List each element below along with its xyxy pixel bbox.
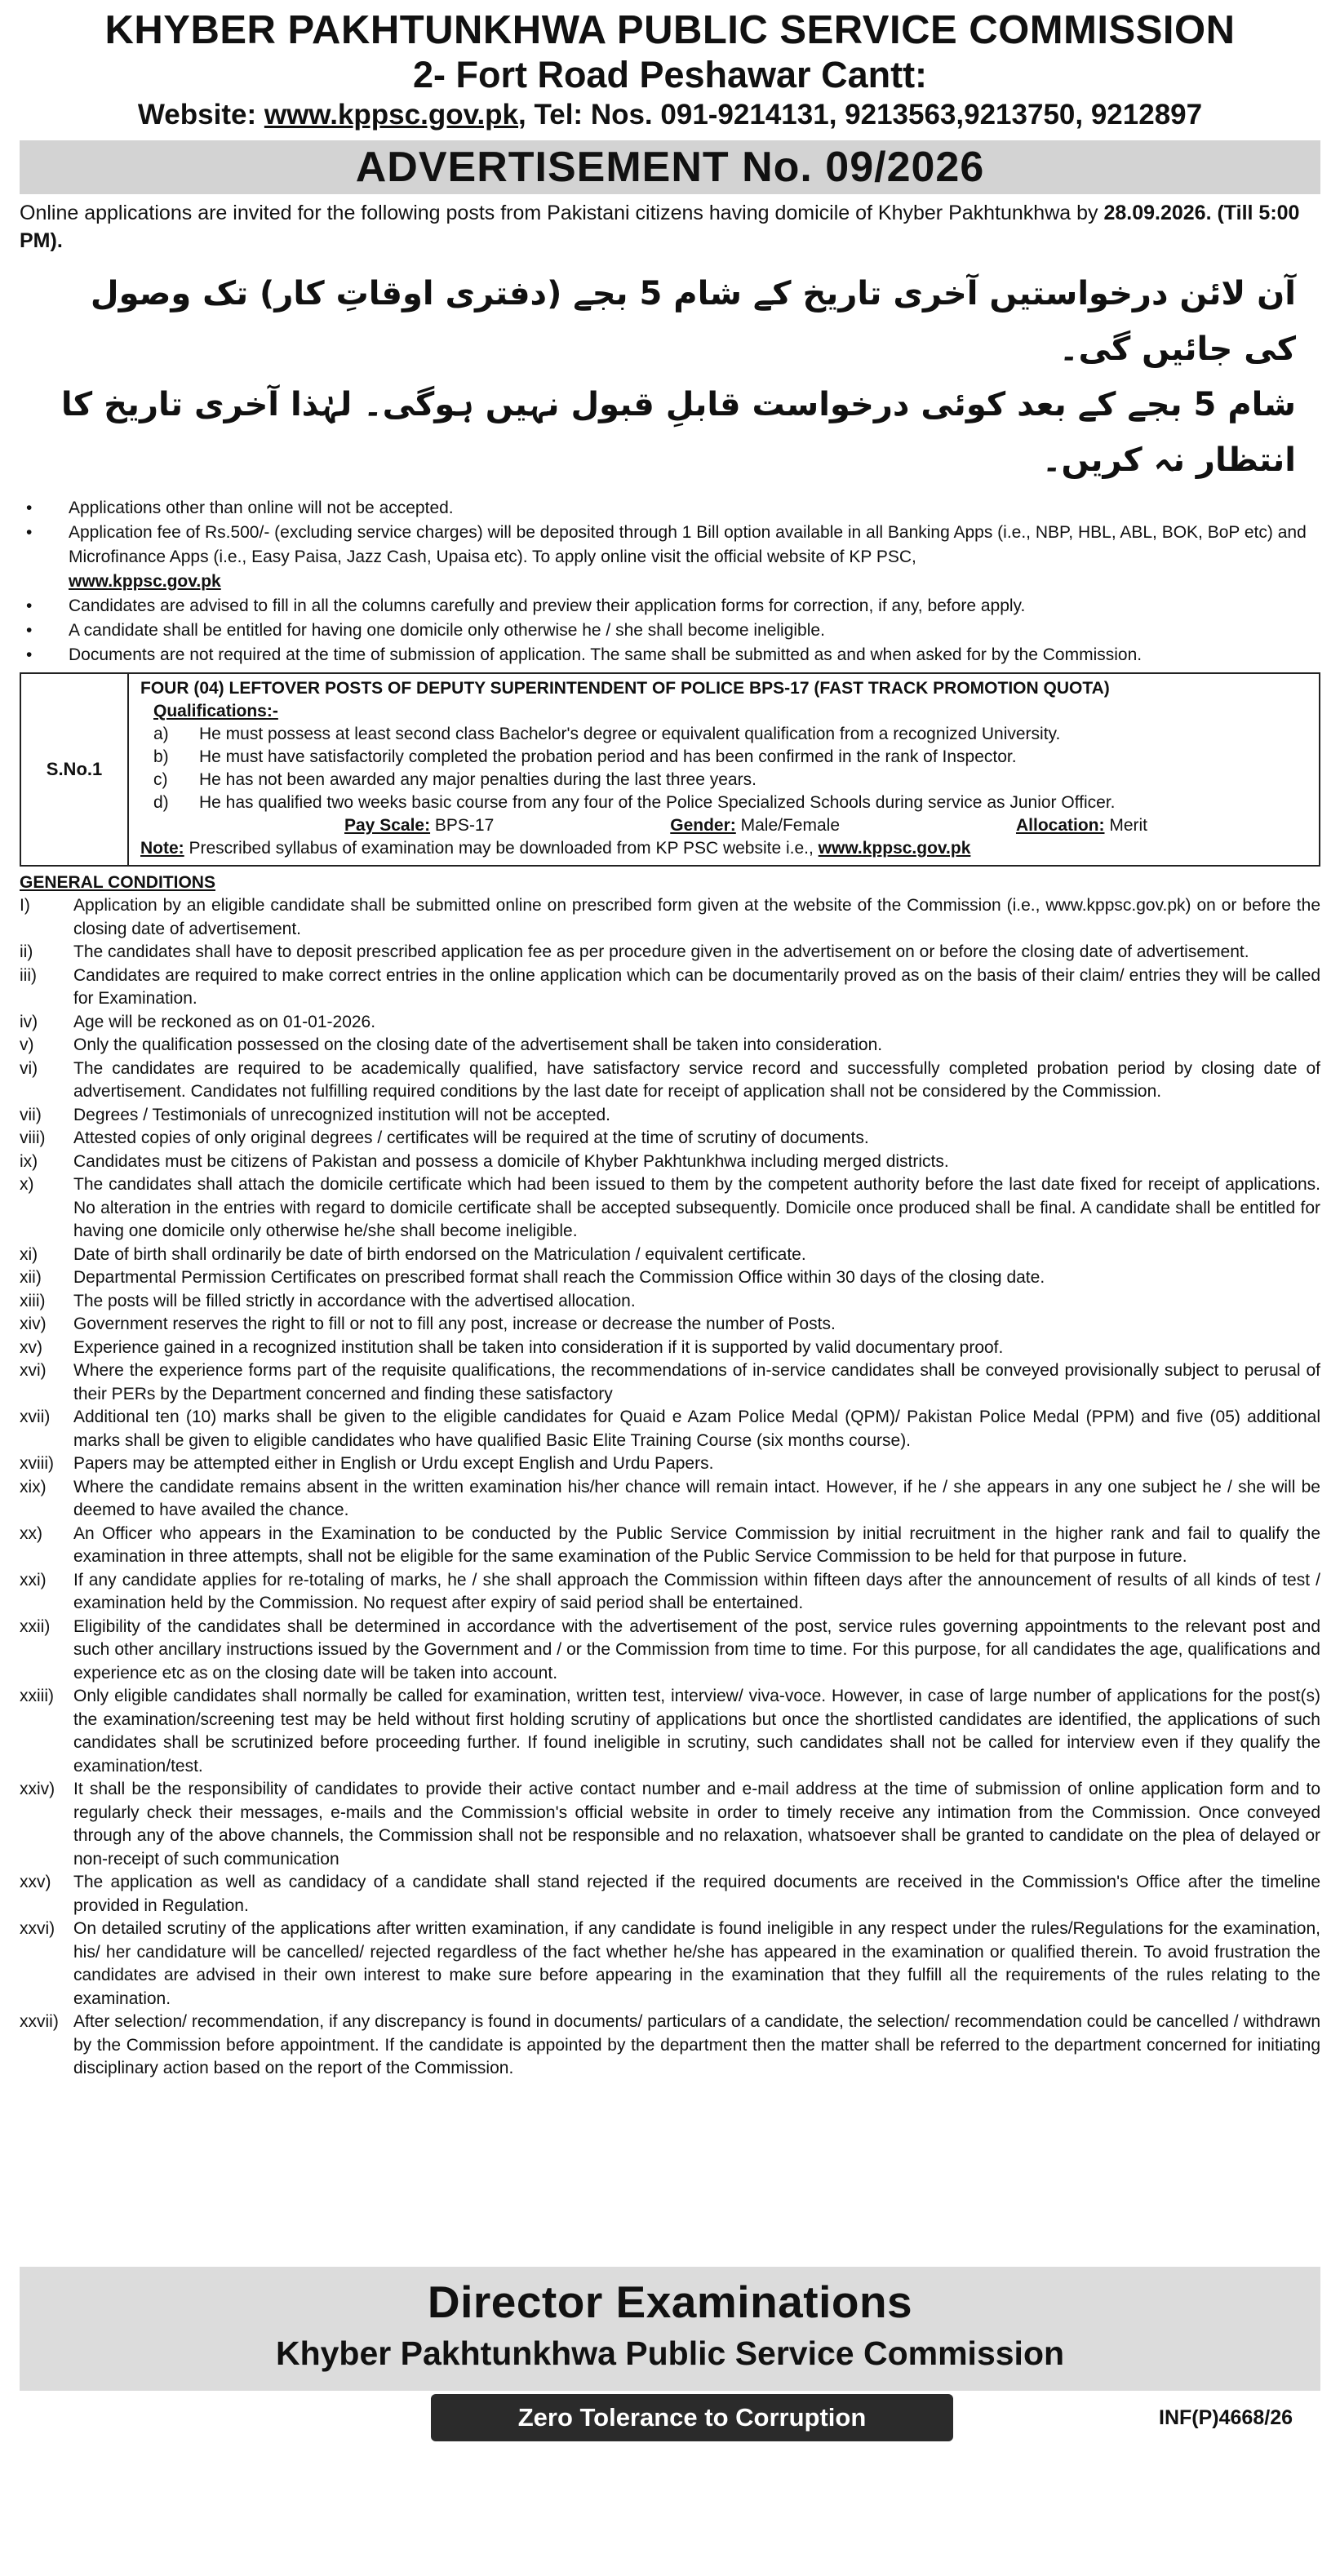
condition-text: Application by an eligible candidate shall be submitted online on prescribed form given at the website of the Commission (i.e., www.kppsc.gov.pk) on or before the closing date of advertisement. [73, 896, 1320, 938]
condition-text: The posts will be filled strictly in accordance with the advertised allocation. [73, 1291, 636, 1310]
inf-code: INF(P)4668/26 [1159, 2406, 1293, 2429]
condition-item [20, 1266, 1320, 1290]
condition-item [20, 1871, 1320, 1918]
condition-text: After selection/ recommendation, if any discrepancy is found in documents/ particulars of a candidate, the selection/ recommendation could be cancelled / withdrawn by the Commission before appointment. If the candidate is appointed by the department then the matter shall be referred to the department concerned for initiating disciplinary action based on the report of the Commission. [73, 2012, 1320, 2077]
condition-number: xix) [20, 1477, 47, 1496]
condition-number: xxv) [20, 1873, 51, 1891]
qualifications-heading: Qualifications:- [153, 702, 278, 720]
condition-item [20, 1685, 1320, 1778]
condition-number: v) [20, 1035, 34, 1054]
serial-number: S.No.1 [20, 673, 128, 866]
post-terms [140, 814, 1311, 837]
gender-value: Male/Female [740, 816, 841, 835]
condition-item [20, 894, 1320, 941]
condition-item [20, 1337, 1320, 1360]
note-label: Note: [140, 839, 184, 858]
condition-item [20, 1918, 1320, 2011]
condition-number: xii) [20, 1268, 42, 1287]
condition-text: Only the qualification possessed on the closing date of the advertisement shall be taken into consideration. [73, 1035, 883, 1054]
condition-item [20, 1313, 1320, 1337]
qualification-item [140, 723, 1311, 746]
condition-item [20, 2011, 1320, 2081]
post-details [128, 673, 1320, 866]
condition-text: Eligibility of the candidates shall be determined in accordance with the advertisement of the post, service rules governing appointments to the relevant post and such other ancillary instructions issued by the Government and / or the Commission from time to time. For this purpose, for all candidates the age, qualifications and experience etc as on the closing date will be taken into account. [73, 1616, 1320, 1683]
condition-text: Candidates must be citizens of Pakistan and possess a domicile of Khyber Pakhtunkhwa including merged districts. [73, 1151, 949, 1171]
qualification-text: He must possess at least second class Bachelor's degree or equivalent qualification from a recognized University. [199, 725, 1061, 743]
condition-item [20, 1104, 1320, 1128]
intro-paragraph [20, 199, 1320, 255]
website-label: Website: [137, 99, 264, 131]
director-title: Director Examinations [427, 2277, 913, 2327]
condition-item [20, 941, 1320, 964]
syllabus-note [140, 837, 1311, 860]
condition-number: xvi) [20, 1361, 47, 1380]
kppsc-website-link[interactable]: www.kppsc.gov.pk [69, 572, 221, 591]
condition-text: Where the experience forms part of the requisite qualifications, the recommendations of in-service candidates shall be conveyed provisionally subject to perusal of their PERs by the Department concerned and finding these satisfactory [73, 1361, 1320, 1403]
condition-text: Departmental Permission Certificates on prescribed format shall reach the Commission Office within 30 days of the closing date. [73, 1268, 1045, 1287]
condition-text: An Officer who appears in the Examination to be conducted by the Public Service Commission by initial recruitment in the higher rank and fail to qualify the examination in three attempts, shall not be eligible for the same examination of the Public Service Commission to be held for that purpose in future. [73, 1523, 1320, 1566]
condition-text: The application as well as candidacy of a candidate shall stand rejected if the required documents are received in the Commission's Office after the timeline provided in Regulation. [73, 1873, 1320, 1915]
allocation-value: Merit [1109, 816, 1147, 835]
condition-number: xxi) [20, 1570, 47, 1589]
advertisement-number: ADVERTISEMENT No. 09/2026 [20, 140, 1320, 194]
signature-block [20, 2267, 1320, 2391]
condition-text: Attested copies of only original degrees / certificates will be required at the time of scrutiny of documents. [73, 1128, 869, 1147]
condition-item [20, 1616, 1320, 1686]
condition-number: xvii) [20, 1408, 51, 1426]
condition-number: xxii) [20, 1616, 51, 1636]
condition-item [20, 1057, 1320, 1104]
closing-deadline: 28.09.2026. (Till 5:00 PM). [20, 202, 1300, 252]
qualification-text: He has qualified two weeks basic course from any four of the Police Specialized Schools during service as Junior Officer. [199, 793, 1116, 812]
telephone-numbers: , Tel: Nos. 091-9214131, 9213563,9213750, 9212897 [518, 99, 1203, 131]
post-table [20, 672, 1320, 867]
instruction-item: • A candidate shall be entitled for having one domicile only otherwise he / she shall become ineligible. [20, 619, 1320, 643]
condition-text: Age will be reckoned as on 01-01-2026. [73, 1012, 376, 1031]
condition-number: I) [20, 896, 30, 915]
condition-item [20, 964, 1320, 1011]
condition-number: xiv) [20, 1315, 47, 1333]
gender-label: Gender: [670, 816, 736, 835]
post-title: FOUR (04) LEFTOVER POSTS OF DEPUTY SUPERINTENDENT OF POLICE BPS-17 (FAST TRACK PROMOTION QUOTA) [140, 679, 1110, 698]
condition-number: x) [20, 1175, 34, 1194]
condition-text: Date of birth shall ordinarily be date of birth endorsed on the Matriculation / equivalent certificate. [73, 1244, 806, 1264]
contact-line [20, 96, 1320, 134]
condition-item [20, 1406, 1320, 1452]
qualification-item [140, 769, 1311, 791]
condition-number: vii) [20, 1105, 42, 1124]
condition-number: vi) [20, 1058, 38, 1078]
instruction-item: • Documents are not required at the time of submission of application. The same shall be submitted as and when asked for by the Commission. [20, 643, 1320, 667]
condition-text: Only eligible candidates shall normally be called for examination, written test, interview/ viva-voce. However, in case of large number of applications for the post(s) the examination/screening test may be held without first holding scrutiny of applications but once the shortlisted candidates are identified, the applications of such candidates shall be scrutinized before proceeding further. If found ineligible in scrutiny, such candidates shall not be called for interview even if they qualify the examination/test. [73, 1687, 1320, 1776]
condition-number: xi) [20, 1244, 38, 1264]
condition-number: xxiv) [20, 1780, 55, 1798]
condition-item [20, 1173, 1320, 1244]
condition-item [20, 1569, 1320, 1616]
condition-text: Where the candidate remains absent in the written examination his/her chance will remain intact. However, if he / she appears in any one subject he / she will be deemed to have availed the chance. [73, 1477, 1320, 1519]
instruction-item: • Applications other than online will not be accepted. [20, 496, 1320, 521]
urdu-line-2: شام 5 بجے کے بعد کوئی درخواست قابلِ قبول نہیں ہوگی۔ لہٰذا آخری تاریخ کا انتظار نہ کریں۔ [60, 386, 1296, 479]
condition-number: xviii) [20, 1454, 54, 1473]
condition-number: xxvii) [20, 2012, 59, 2031]
condition-text: On detailed scrutiny of the applications after written examination, if any candidate is found ineligible in any respect under the rules/Regulations for the examination, his/ her candidature will be cancelled/ rejected regardless of the fact whether he/she has appeared in the examination or qualified therein. To avoid frustration the candidates are advised in their own interest to make sure before appearing in the examination that they fulfill all the requirements of the rules relating to the examination. [73, 1919, 1320, 2008]
condition-text: Government reserves the right to fill or not to fill any post, increase or decrease the number of Posts. [73, 1315, 836, 1333]
condition-number: iv) [20, 1012, 38, 1031]
allocation-label: Allocation: [1015, 816, 1105, 835]
condition-number: xiii) [20, 1291, 46, 1310]
condition-number: ii) [20, 942, 33, 961]
qualification-label: b) [153, 747, 169, 766]
condition-text: Papers may be attempted either in English or Urdu except English and Urdu Papers. [73, 1454, 714, 1473]
condition-text: Candidates are required to make correct entries in the online application which can be documentarily proved as on the basis of their claim/ entries they will be called for Examination. [73, 965, 1320, 1008]
syllabus-link[interactable]: www.kppsc.gov.pk [818, 839, 971, 858]
pay-scale [344, 814, 494, 837]
instruction-list [20, 496, 1320, 667]
condition-text: Additional ten (10) marks shall be given to the eligible candidates for Quaid e Azam Police Medal (QPM)/ Pakistan Police Medal (PPM) and five (05) additional marks shall be given to eligible candidates who have qualified Basic Elite Training Course (six months course). [73, 1408, 1320, 1450]
pay-scale-label: Pay Scale: [344, 816, 431, 835]
condition-number: viii) [20, 1128, 46, 1147]
pay-scale-value: BPS-17 [434, 816, 495, 835]
condition-text: The candidates are required to be academically qualified, have satisfactory service record and successfully completed probation period by closing date of advertisement. Candidates not fulfilling required conditions by the last date for receipt of application shall not be considered by the Commission. [73, 1058, 1320, 1101]
condition-item [20, 1778, 1320, 1871]
condition-text: It shall be the responsibility of candidates to provide their active contact number and e-mail address at the time of submission of online application form and to regularly check their messages, e-mails and the Commission's official website in order to timely receive any intimation from the Commission. Once conveyed through any of the above channels, the Commission shall not be responsible and no relaxation, whatsoever shall be granted to candidate on the plea of delayed or non-receipt of such communication [73, 1780, 1320, 1869]
condition-item [20, 1244, 1320, 1267]
qualification-text: He has not been awarded any major penalties during the last three years. [199, 770, 757, 789]
condition-number: iii) [20, 965, 37, 985]
condition-item [20, 1523, 1320, 1569]
condition-item [20, 1034, 1320, 1057]
allocation [1016, 814, 1147, 837]
general-conditions-list [20, 894, 1320, 2081]
qualification-item [140, 791, 1311, 814]
condition-text: Experience gained in a recognized institution shall be taken into consideration if it is supported by valid documentary proof. [73, 1337, 1004, 1357]
condition-number: xxiii) [20, 1687, 54, 1705]
website-link[interactable]: www.kppsc.gov.pk [264, 99, 519, 131]
instruction-item: • Candidates are advised to fill in all the columns carefully and preview their application forms for correction, if any, before apply. [20, 594, 1320, 619]
zero-tolerance-banner: Zero Tolerance to Corruption [431, 2394, 953, 2441]
qualification-label: d) [153, 793, 169, 812]
qualification-item [140, 746, 1311, 769]
condition-item [20, 1359, 1320, 1406]
general-conditions-heading: GENERAL CONDITIONS [20, 873, 215, 892]
qualification-label: c) [153, 770, 168, 789]
urdu-line-1: آن لائن درخواستیں آخری تاریخ کے شام 5 بجے (دفتری اوقاتِ کار) تک وصول کی جائیں گی۔ [90, 275, 1296, 368]
commission-title: KHYBER PAKHTUNKHWA PUBLIC SERVICE COMMISSION [104, 8, 1236, 52]
condition-item [20, 1476, 1320, 1523]
condition-number: xv) [20, 1337, 42, 1357]
condition-text: The candidates shall have to deposit prescribed application fee as per procedure given in the advertisement on or before the closing date of advertisement. [73, 942, 1249, 961]
condition-number: ix) [20, 1151, 38, 1171]
condition-number: xxvi) [20, 1919, 55, 1938]
condition-text: If any candidate applies for re-totaling of marks, he / she shall approach the Commission within fifteen days after the announcement of results of all kinds of test / examination held by the Commission. No request after expiry of said period shall be entertained. [73, 1570, 1320, 1612]
qualification-text: He must have satisfactorily completed the probation period and has been confirmed in the rank of Inspector. [199, 747, 1017, 766]
gender [670, 814, 840, 837]
fee-instruction: Application fee of Rs.500/- (excluding service charges) will be deposited through 1 Bill option available in all Banking Apps (i.e., NBP, HBL, ABL, BOK, BoP etc) and Microfinance Apps (i.e., Easy Paisa, Jazz Cash, Upaisa etc). To apply online visit the official website of KP PSC, [69, 523, 1307, 566]
condition-text: The candidates shall attach the domicile certificate which had been issued to them by the competent authority before the last date fixed for receipt of applications. No alteration in the entries with regard to domicile certificate shall be accepted subsequently. Domicile once produced shall be final. A candidate shall be entitled for having one domicile only otherwise he/she shall become ineligible. [73, 1175, 1320, 1240]
condition-text: Degrees / Testimonials of unrecognized institution will not be accepted. [73, 1105, 610, 1124]
condition-item [20, 1011, 1320, 1035]
intro-text: Online applications are invited for the following posts from Pakistani citizens having domicile of Khyber Pakhtunkhwa by [20, 202, 1104, 224]
footer [20, 2394, 1320, 2446]
qualification-label: a) [153, 725, 169, 743]
condition-number: xx) [20, 1523, 42, 1543]
urdu-notice [20, 255, 1320, 488]
commission-name: Khyber Pakhtunkhwa Public Service Commission [275, 2334, 1065, 2372]
commission-address: 2- Fort Road Peshawar Cantt: [412, 54, 928, 95]
condition-item [20, 1127, 1320, 1151]
note-text: Prescribed syllabus of examination may be downloaded from KP PSC website i.e., [184, 839, 819, 858]
instruction-item [20, 521, 1320, 594]
condition-item [20, 1452, 1320, 1476]
condition-item [20, 1151, 1320, 1174]
condition-item [20, 1290, 1320, 1314]
